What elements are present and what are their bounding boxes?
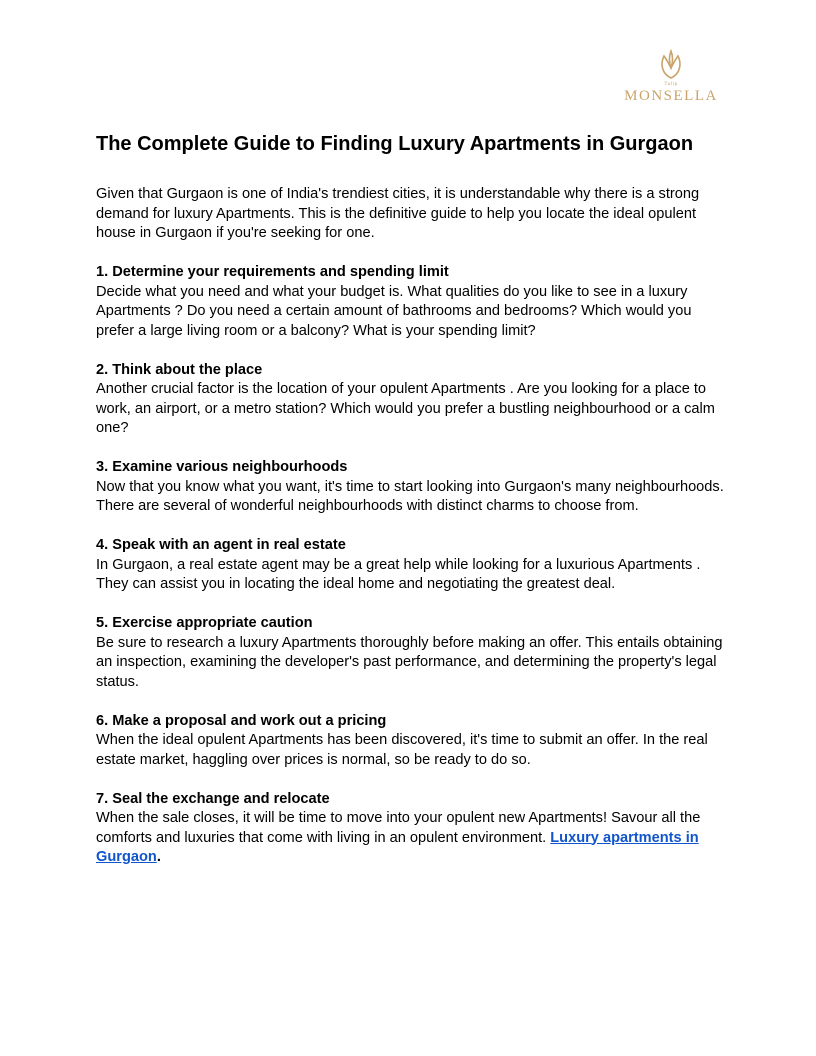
section-caution	[96, 614, 726, 692]
section-requirements	[96, 263, 726, 341]
section-heading: 3. Examine various neighbourhoods	[96, 459, 348, 475]
section-agent	[96, 536, 726, 595]
section-body: Decide what you need and what your budget is. What qualities do you like to see in a luxury Apartments ? Do you need a certain amount of bathrooms and bedrooms? Which would you prefer a large living room or a balcony? What is your spending limit?	[96, 283, 692, 339]
page-title: The Complete Guide to Finding Luxury Apartments in Gurgaon	[96, 133, 694, 155]
section-place	[96, 361, 726, 439]
section-heading: 5. Exercise appropriate caution	[96, 615, 313, 631]
intro-paragraph: Given that Gurgaon is one of India's trendiest cities, it is understandable why there is a strong demand for luxury Apartments. This is the definitive guide to help you locate the ideal opulent house in Gurgaon if you're seeking for one.	[96, 186, 700, 241]
section-heading: 7. Seal the exchange and relocate	[96, 790, 330, 807]
section-proposal	[96, 712, 726, 771]
trailing-period: .	[156, 849, 161, 865]
section-body: In Gurgaon, a real estate agent may be a great help while looking for a luxurious Apartments . They can assist you in locating the ideal home and negotiating the greatest deal.	[96, 556, 701, 592]
logo-small-text: Tulip	[664, 82, 678, 87]
section-heading: 1. Determine your requirements and spending limit	[96, 264, 449, 280]
section-body-text: When the sale closes, it will be time to move into your opulent new Apartments! Savour all the comforts and luxuries that come with living in an opulent environment.	[96, 810, 701, 846]
section-body: When the ideal opulent Apartments has been discovered, it's time to submit an offer. In the real estate market, haggling over prices is normal, so be ready to do so.	[96, 732, 708, 768]
document-body	[96, 130, 726, 887]
brand-logo	[622, 48, 720, 110]
section-relocate	[96, 790, 726, 868]
section-body	[96, 809, 726, 868]
luxury-apartments-link[interactable]: Luxury apartments in Gurgaon	[96, 829, 699, 865]
section-heading: 6. Make a proposal and work out a pricing	[96, 712, 387, 729]
section-heading: 4. Speak with an agent in real estate	[96, 537, 346, 553]
section-heading: 2. Think about the place	[96, 361, 263, 378]
section-neighbourhoods	[96, 458, 726, 517]
logo-brand-name: MONSELLA	[624, 88, 718, 104]
section-body: Now that you know what you want, it's time to start looking into Gurgaon's many neighbourhoods. There are several of wonderful neighbourhoods with distinct charms to choose from.	[96, 478, 724, 514]
tulip-icon	[656, 48, 686, 82]
section-body: Be sure to research a luxury Apartments thoroughly before making an offer. This entails obtaining an inspection, examining the developer's past performance, and determining the property's legal status.	[96, 634, 723, 690]
section-body: Another crucial factor is the location of your opulent Apartments . Are you looking for a place to work, an airport, or a metro station? Which would you prefer a bustling neighbourhood or a calm one?	[96, 381, 715, 436]
